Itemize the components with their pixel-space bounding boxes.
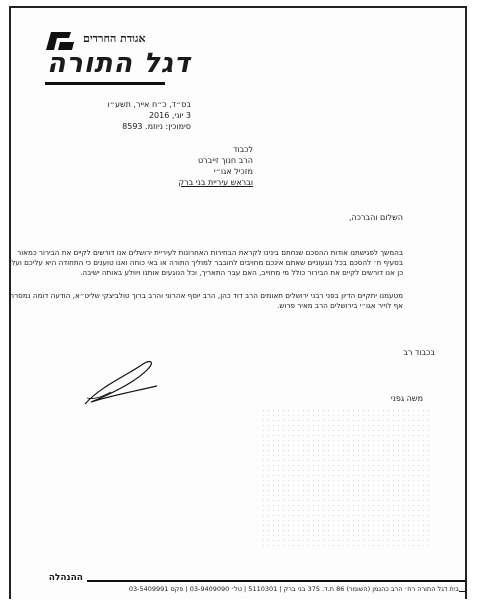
hebrew-date: בס״ד, כ״ח אייר, תשע״ו: [107, 100, 191, 109]
logo-underline: [45, 82, 165, 85]
recipient-title: מזכיל אגו״י: [213, 167, 253, 176]
scan-noise: [261, 408, 431, 548]
body-paragraph-1: בהמשך לפגישתנו אודות ההסכם שנחתם בינינו לקראת הבחירות האחרונות לעיריית ירושלים אנו דורשים לקיים את הבירור כמאור בסעיף ח׳ להסכם בכל נוגעוניים שאתם אינכם מחויבים לחובבר למוליך התורה או באי כוחה ואנו טוענים כי התחודה היא עליכם ועל כן אנו דורשים לקיים את הבירור כולל מי מחוייב, האם עבר התאריך, וכל הנוגעים אותנו ויוולע באותה ישיבה.: [11, 248, 403, 277]
greeting: השלום והברכה,: [348, 213, 403, 222]
body-paragraph-2: מטעמנו יתקיים הדיון בפני רבני ירושלים תאומים הרב דוד כהן, הרב יוסף אהרוני והרב ברוך טולביצקי שליט״א, הודעה דומה נמסרה אף לוייר אגו״י בירושלים הרב מאיר פרוש.: [9, 291, 403, 310]
recipient-org: ובראש עיריית בני ברק: [178, 178, 253, 187]
date-block: [71, 99, 191, 132]
closing: בכבוד רב: [403, 348, 435, 357]
recipient-to: לכבוד: [233, 145, 253, 154]
signature-graphic: [81, 356, 161, 408]
letter-page: [9, 6, 467, 599]
footer-title: ההנהלה: [11, 573, 87, 593]
recipient-block: [103, 144, 253, 188]
recipient-name: הרב חנוך זייברט: [197, 156, 253, 165]
footer-address: בית דגל התורה רח׳ הרב כהנמן (השומר) 86 ת.ד. 375 בני ברק | 5110301 | טל׳ 03-9409090 | פקס 03-5409991: [29, 585, 459, 593]
signer-name: משה גפני: [390, 394, 423, 403]
gregorian-date: 3 יוני, 2016: [148, 111, 191, 120]
reference-number: סימוכין: ניוזמ. 8593: [122, 122, 191, 131]
logo-org-text: אגודת החרדים: [83, 32, 146, 45]
degel-hatorah-logo: [43, 22, 203, 84]
logo-name-text: דגל התורה: [47, 48, 191, 79]
